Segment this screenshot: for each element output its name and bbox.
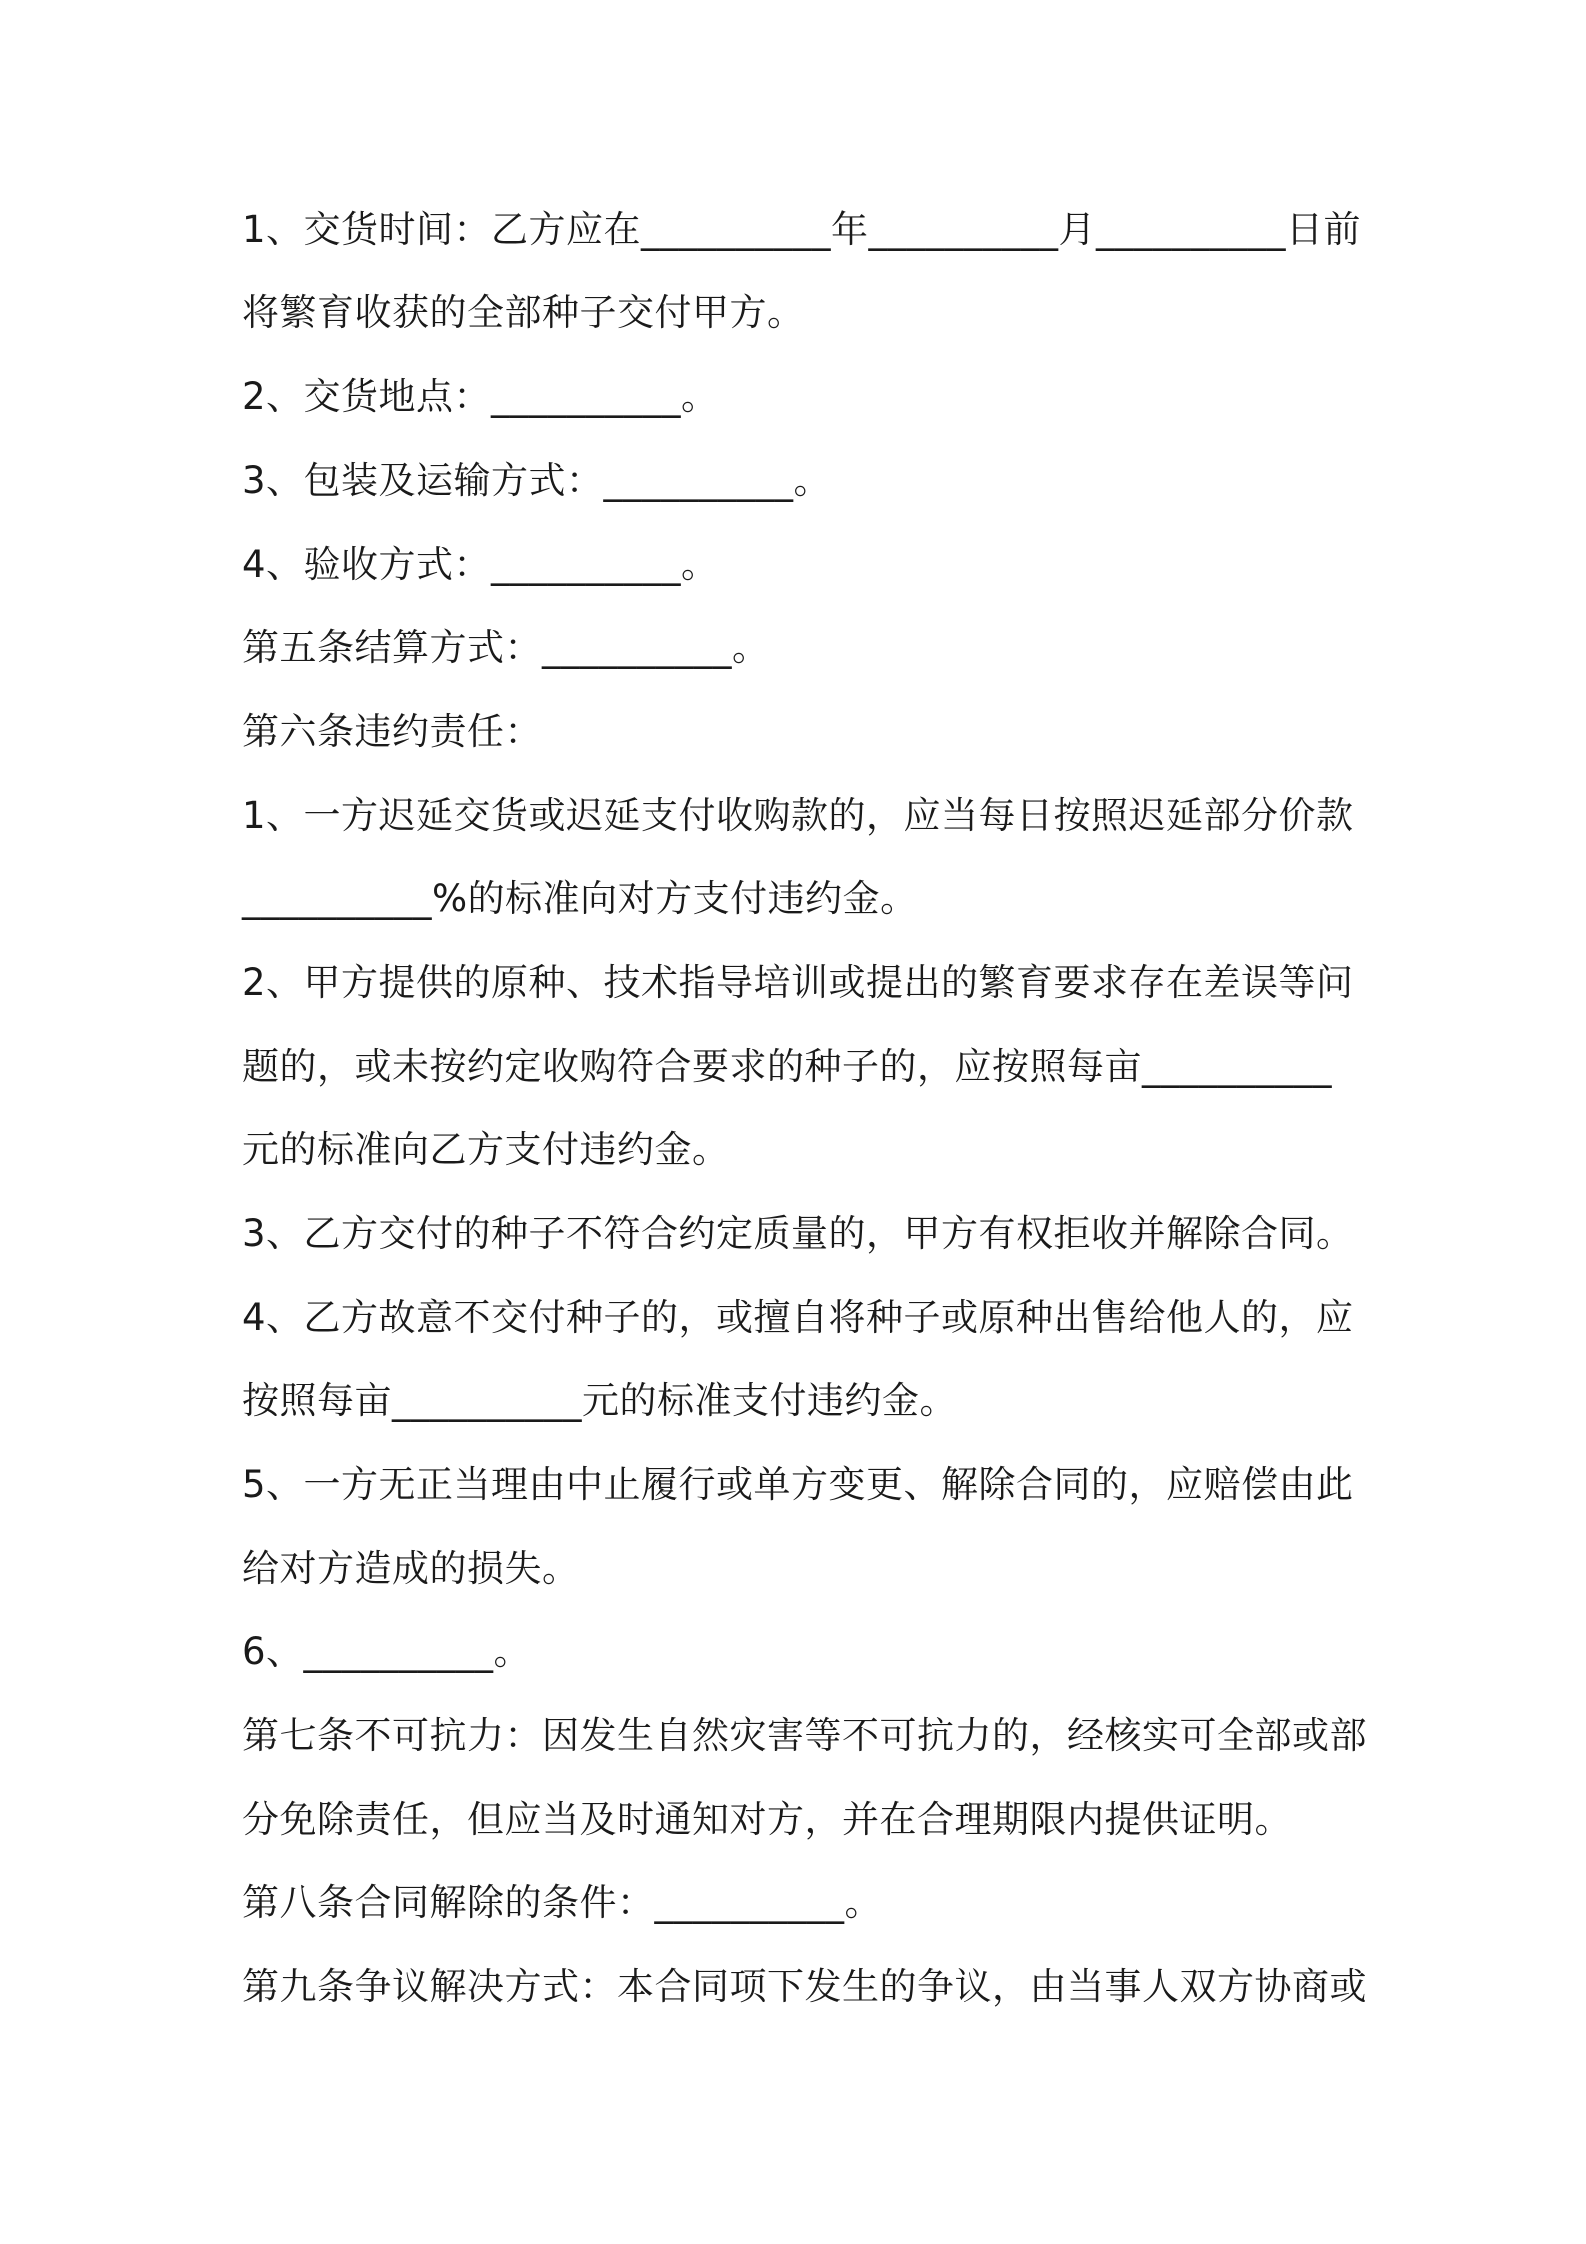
text-line-breach-2-end: 元的标准向乙方支付违约金。 bbox=[242, 1128, 730, 1171]
text-line-article-5: 第五条结算方式：__________。 bbox=[242, 626, 770, 669]
text-line-delivery-time-cont: 将繁育收获的全部种子交付甲方。 bbox=[242, 291, 805, 334]
text-line-breach-2-cont: 题的，或未按约定收购符合要求的种子的，应按照每亩__________ bbox=[242, 1045, 1332, 1088]
text-line-article-7: 第七条不可抗力：因发生自然灾害等不可抗力的，经核实可全部或部 bbox=[242, 1714, 1367, 1757]
text-line-breach-4: 4、乙方故意不交付种子的，或擅自将种子或原种出售给他人的，应 bbox=[242, 1296, 1354, 1339]
text-line-breach-3: 3、乙方交付的种子不符合约定质量的，甲方有权拒收并解除合同。 bbox=[242, 1212, 1354, 1255]
text-line-breach-4-cont: 按照每亩__________元的标准支付违约金。 bbox=[242, 1379, 957, 1422]
text-line-acceptance: 4、验收方式：__________。 bbox=[242, 543, 719, 586]
text-line-article-9: 第九条争议解决方式：本合同项下发生的争议，由当事人双方协商或 bbox=[242, 1965, 1367, 2008]
text-line-article-6: 第六条违约责任： bbox=[242, 710, 542, 753]
text-line-delivery-time: 1、交货时间：乙方应在__________年__________月__________日前 bbox=[242, 208, 1362, 251]
text-line-breach-1-cont: __________%的标准向对方支付违约金。 bbox=[242, 877, 918, 920]
text-line-packaging: 3、包装及运输方式：__________。 bbox=[242, 459, 832, 502]
text-line-article-7-cont: 分免除责任，但应当及时通知对方，并在合理期限内提供证明。 bbox=[242, 1798, 1292, 1841]
text-line-breach-5: 5、一方无正当理由中止履行或单方变更、解除合同的，应赔偿由此 bbox=[242, 1463, 1354, 1506]
text-line-breach-6: 6、__________。 bbox=[242, 1630, 532, 1673]
text-line-delivery-place: 2、交货地点：__________。 bbox=[242, 375, 719, 418]
text-line-article-8: 第八条合同解除的条件：__________。 bbox=[242, 1881, 882, 1924]
text-line-breach-1: 1、一方迟延交货或迟延支付收购款的，应当每日按照迟延部分价款 bbox=[242, 794, 1354, 837]
text-line-breach-5-cont: 给对方造成的损失。 bbox=[242, 1547, 580, 1590]
text-line-breach-2: 2、甲方提供的原种、技术指导培训或提出的繁育要求存在差误等问 bbox=[242, 961, 1354, 1004]
